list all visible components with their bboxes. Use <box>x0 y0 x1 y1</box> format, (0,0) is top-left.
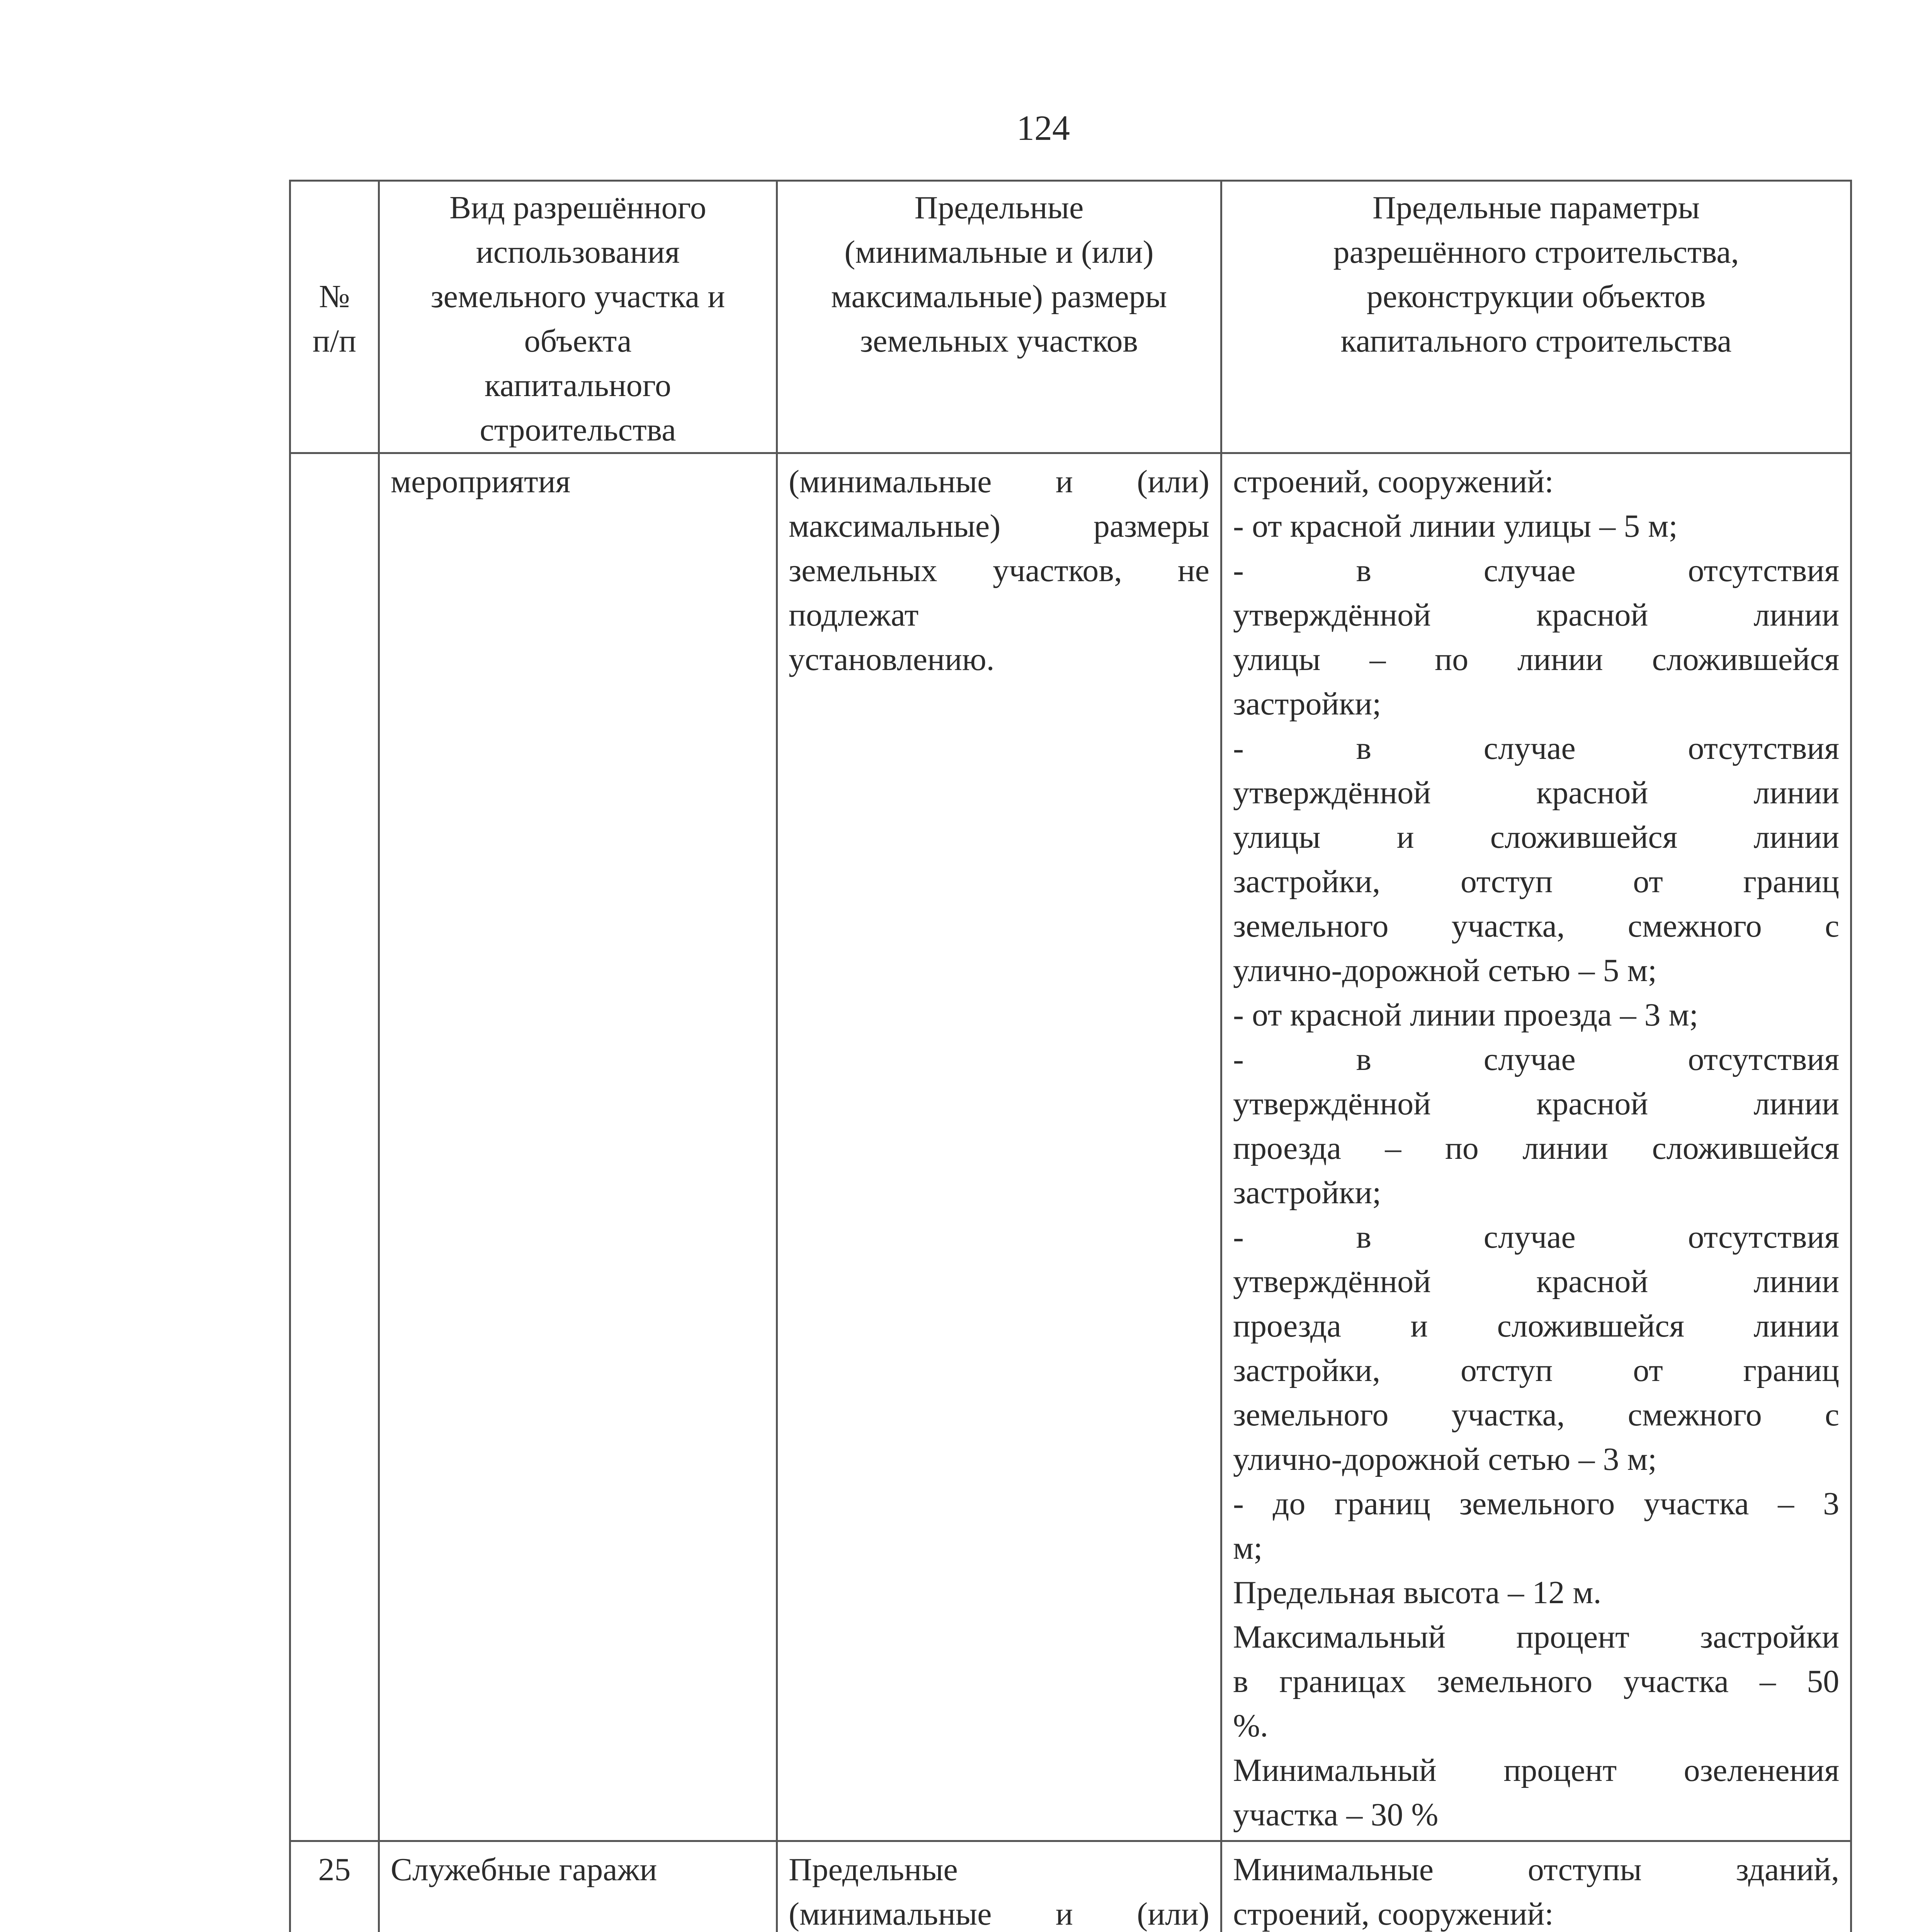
cell-text-line: м; <box>1233 1530 1263 1566</box>
cell-text-line: улицы – по линии сложившейся <box>1233 641 1839 677</box>
cell-text-line: Минимальные отступы зданий, <box>1233 1852 1839 1888</box>
cell-text-line: - от красной линии проезда – 3 м; <box>1233 997 1699 1033</box>
cell-text-line: земельного участка, смежного с <box>1233 908 1839 944</box>
cell-text-line: утверждённой красной линии <box>1233 1086 1839 1122</box>
cell-text-line: земельных участков, не <box>789 553 1209 588</box>
row-plot-sizes <box>777 453 1221 1841</box>
page-number: 124 <box>1017 108 1070 148</box>
zoning-parameters-table <box>289 180 1852 1932</box>
cell-text-line: улично-дорожной сетью – 3 м; <box>1233 1441 1657 1477</box>
row-number: 25 <box>290 1841 379 1932</box>
cell-text-line: п/п <box>312 323 357 359</box>
row-construction-parameters <box>1221 1841 1851 1932</box>
cell-text-line: - от красной линии улицы – 5 м; <box>1233 508 1678 544</box>
cell-text-line: застройки, отступ от границ <box>1233 1352 1839 1388</box>
row-plot-sizes <box>777 1841 1221 1932</box>
cell-text-line: строительства <box>480 412 676 448</box>
cell-text-line: участка – 30 % <box>1233 1797 1439 1833</box>
cell-text-line: Служебные гаражи <box>391 1852 657 1888</box>
cell-text-line: Предельные параметры <box>1372 190 1700 226</box>
cell-text-line: - в случае отсутствия <box>1233 730 1839 766</box>
header-permitted-use <box>379 181 777 453</box>
cell-text-line: подлежат <box>789 597 919 633</box>
cell-text-line: - до границ земельного участка – 3 <box>1233 1486 1839 1522</box>
cell-text-line: %. <box>1233 1708 1268 1744</box>
cell-text-line: утверждённой красной линии <box>1233 1264 1839 1299</box>
cell-text-line: использования <box>476 234 680 270</box>
cell-text-line: Вид разрешённого <box>449 190 706 226</box>
row-construction-parameters <box>1221 453 1851 1841</box>
row-permitted-use <box>379 1841 777 1932</box>
table-header-row <box>290 181 1851 453</box>
cell-text-line: Максимальный процент застройки <box>1233 1619 1839 1655</box>
cell-text-line: застройки, отступ от границ <box>1233 864 1839 900</box>
cell-text-line: строений, сооружений: <box>1233 1896 1554 1932</box>
cell-text-line: Предельные <box>789 1852 958 1888</box>
cell-text-line: проезда и сложившейся линии <box>1233 1308 1839 1344</box>
cell-text-line: в границах земельного участка – 50 <box>1233 1663 1839 1699</box>
header-construction-parameters <box>1221 181 1851 453</box>
cell-text-line: Предельная высота – 12 м. <box>1233 1575 1602 1611</box>
table-row <box>290 453 1851 1841</box>
cell-text-line: максимальные) размеры <box>789 508 1209 544</box>
cell-text-line: застройки; <box>1233 1175 1381 1211</box>
cell-text-line: капитального строительства <box>1340 323 1732 359</box>
header-number <box>290 181 379 453</box>
row-permitted-use <box>379 453 777 1841</box>
cell-text-line: реконструкции объектов <box>1366 279 1706 315</box>
cell-text-line: - в случае отсутствия <box>1233 1219 1839 1255</box>
cell-text-line: земельного участка, смежного с <box>1233 1397 1839 1433</box>
cell-text-line: Предельные <box>914 190 1084 226</box>
table-row <box>290 1841 1851 1932</box>
header-plot-sizes <box>777 181 1221 453</box>
cell-text-line: застройки; <box>1233 686 1381 722</box>
cell-text-line: - в случае отсутствия <box>1233 1041 1839 1077</box>
cell-text-line: мероприятия <box>391 464 571 500</box>
cell-text-line: № <box>319 279 350 315</box>
cell-text-line: улично-дорожной сетью – 5 м; <box>1233 952 1657 988</box>
row-number <box>290 453 379 1841</box>
cell-text-line: Минимальный процент озеленения <box>1233 1752 1839 1788</box>
cell-text-line: строений, сооружений: <box>1233 464 1554 500</box>
cell-text-line: - в случае отсутствия <box>1233 553 1839 588</box>
cell-text-line: улицы и сложившейся линии <box>1233 819 1839 855</box>
cell-text-line: объекта <box>524 323 632 359</box>
cell-text-line: максимальные) размеры <box>831 279 1167 315</box>
cell-text-line: капитального <box>485 367 671 403</box>
cell-text-line: (минимальные и (или) <box>789 1896 1209 1932</box>
cell-text-line: утверждённой красной линии <box>1233 597 1839 633</box>
cell-text-line: земельного участка и <box>430 279 725 315</box>
cell-text-line: утверждённой красной линии <box>1233 775 1839 811</box>
cell-text-line: (минимальные и (или) <box>789 464 1209 500</box>
cell-text-line: разрешённого строительства, <box>1333 234 1739 270</box>
cell-text-line: земельных участков <box>860 323 1138 359</box>
cell-text-line: установлению. <box>789 641 995 677</box>
cell-text-line: (минимальные и (или) <box>844 234 1154 270</box>
cell-text-line: проезда – по линии сложившейся <box>1233 1130 1839 1166</box>
